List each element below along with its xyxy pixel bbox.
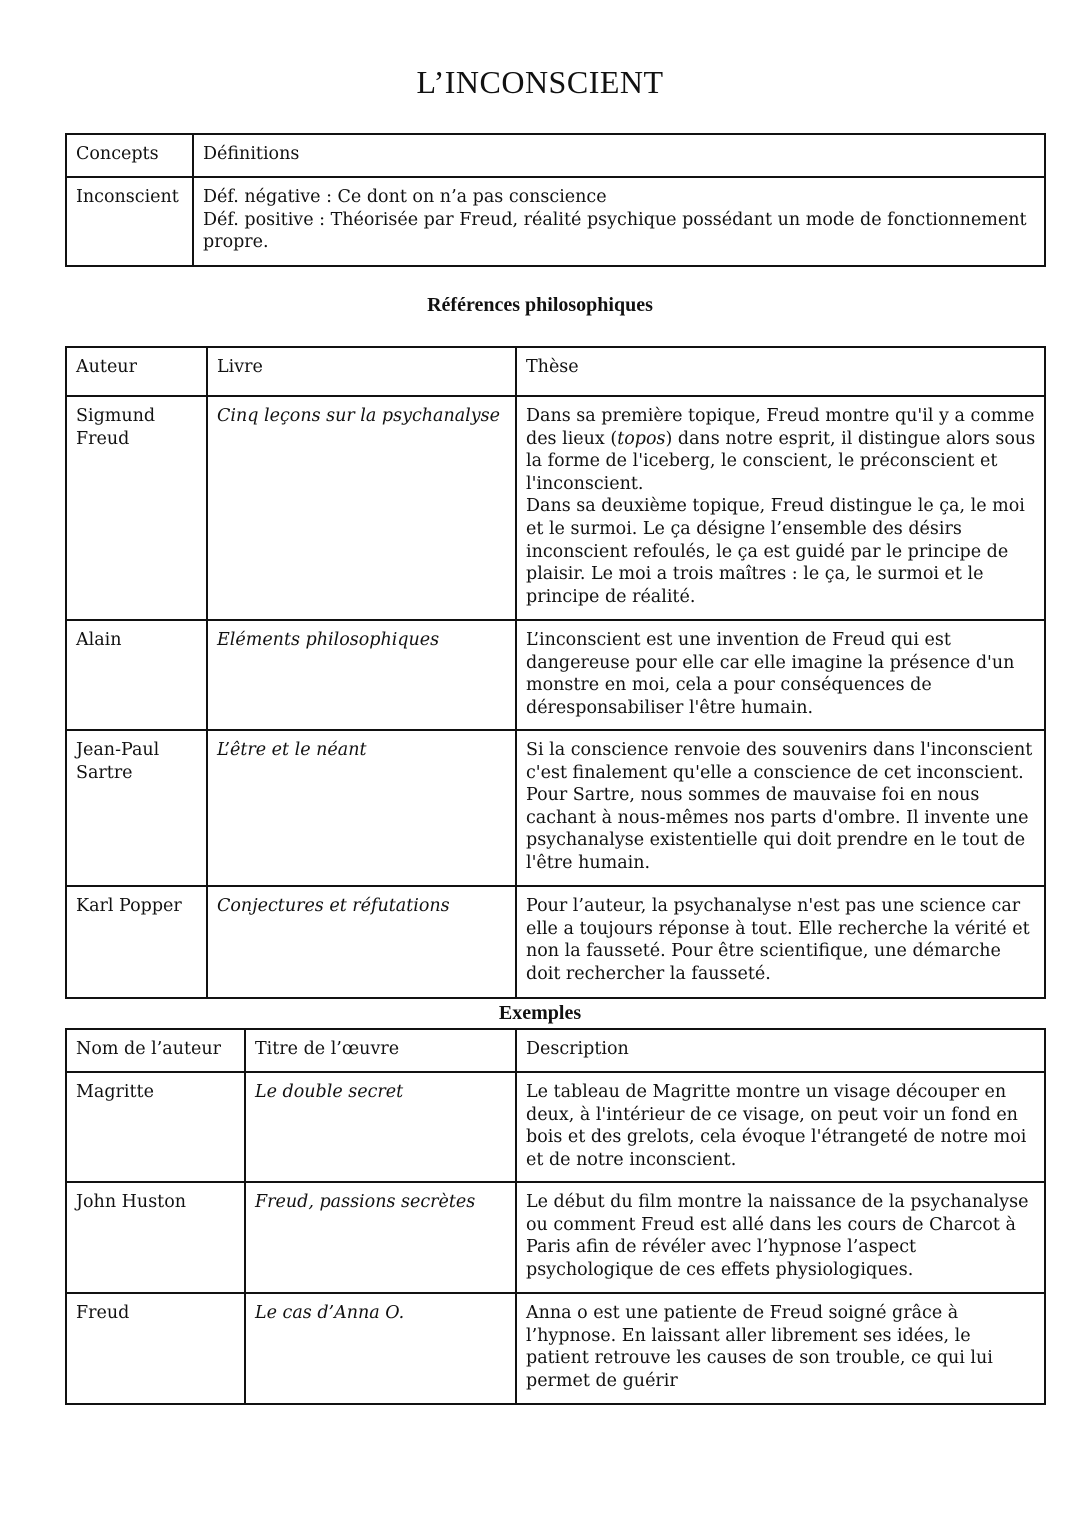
thesis-text: Dans sa première topique, Freud montre qu'il y a comme des lieux ( xyxy=(526,406,1035,449)
work-title-cell: Le cas d’Anna O. xyxy=(245,1293,516,1404)
header-concepts: Concepts xyxy=(66,134,193,177)
table-row xyxy=(66,620,1045,730)
definition-negative: Déf. négative : Ce dont on n’a pas conscience xyxy=(203,187,607,207)
description-cell: Le tableau de Magritte montre un visage découper en deux, à l'intérieur de ce visage, on peut voir un fond en bois et des grelots, cela évoque l'étrangeté de notre moi et de notre inconscient. xyxy=(516,1072,1045,1182)
table-header-row xyxy=(66,1029,1045,1072)
header-thesis: Thèse xyxy=(516,347,1045,396)
book-cell: Cinq leçons sur la psychanalyse xyxy=(207,396,516,620)
examples-heading: Exemples xyxy=(498,1002,582,1024)
header-author-name: Nom de l’auteur xyxy=(66,1029,245,1072)
table-row xyxy=(66,1293,1045,1404)
description-cell: Le début du film montre la naissance de la psychanalyse ou comment Freud est allé dans les cours de Charcot à Paris afin de révéler avec l’hypnose l’aspect psychologique de ces effets physiologiques. xyxy=(516,1182,1045,1293)
table-row xyxy=(66,730,1045,886)
header-description: Description xyxy=(516,1029,1045,1072)
header-author: Auteur xyxy=(66,347,207,396)
table-header-row xyxy=(66,347,1045,396)
references-table xyxy=(65,346,1046,999)
author-cell: Alain xyxy=(66,620,207,730)
author-cell: Magritte xyxy=(66,1072,245,1182)
thesis-cell: L’inconscient est une invention de Freud qui est dangereuse pour elle car elle imagine la présence d'un monstre en moi, cela a pour conséquences de déresponsabiliser l'être humain. xyxy=(516,620,1045,730)
author-cell: Karl Popper xyxy=(66,886,207,998)
table-row xyxy=(66,1182,1045,1293)
concepts-table xyxy=(65,133,1046,267)
thesis-cell xyxy=(516,396,1045,620)
description-cell: Anna o est une patiente de Freud soigné grâce à l’hypnose. En laissant aller librement ses idées, le patient retrouve les causes de son trouble, ce qui lui permet de guérir xyxy=(516,1293,1045,1404)
thesis-text: ) dans notre esprit, il distingue alors sous la forme de l'iceberg, le conscient, le préconscient et l'inconscient. xyxy=(526,428,1036,494)
concept-cell: Inconscient xyxy=(66,177,193,266)
header-book: Livre xyxy=(207,347,516,396)
header-definitions: Définitions xyxy=(193,134,1045,177)
definition-cell xyxy=(193,177,1045,266)
work-title-cell: Freud, passions secrètes xyxy=(245,1182,516,1293)
table-row xyxy=(66,396,1045,620)
author-cell: Freud xyxy=(66,1293,245,1404)
definition-positive: Déf. positive : Théorisée par Freud, réalité psychique possédant un mode de fonctionnement propre. xyxy=(203,209,1027,253)
author-cell: John Huston xyxy=(66,1182,245,1293)
table-header-row xyxy=(66,134,1045,177)
table-row xyxy=(66,177,1045,266)
thesis-cell: Si la conscience renvoie des souvenirs dans l'inconscient c'est finalement qu'elle a conscience de cet inconscient. Pour Sartre, nous sommes de mauvaise foi en nous cachant à nous-mêmes nos parts d'ombre. Il invente une psychanalyse existentielle qui doit prendre en le tout de l'être humain. xyxy=(516,730,1045,886)
work-title-cell: Le double secret xyxy=(245,1072,516,1182)
book-cell: L’être et le néant xyxy=(207,730,516,886)
thesis-cell: Pour l’auteur, la psychanalyse n'est pas une science car elle a toujours réponse à tout. Elle recherche la vérité et non la fausseté. Pour être scientifique, une démarche doit rechercher la fausseté. xyxy=(516,886,1045,998)
thesis-text-extra: Dans sa deuxième topique, Freud distingue le ça, le moi et le surmoi. Le ça désigne l’ensemble des désirs inconscient refoulés, le ça est guidé par le principe de plaisir. Le moi a trois maîtres : le ça, le surmoi et le principe de réalité. xyxy=(526,496,1025,607)
references-heading: Références philosophiques xyxy=(427,294,653,316)
thesis-italic: topos xyxy=(617,428,666,449)
page-title: L’INCONSCIENT xyxy=(416,64,664,100)
author-cell: Sigmund Freud xyxy=(66,396,207,620)
examples-table xyxy=(65,1028,1046,1405)
book-cell: Conjectures et réfutations xyxy=(207,886,516,998)
author-cell: Jean-Paul Sartre xyxy=(66,730,207,886)
book-cell: Eléments philosophiques xyxy=(207,620,516,730)
header-work-title: Titre de l’œuvre xyxy=(245,1029,516,1072)
table-row xyxy=(66,1072,1045,1182)
table-row xyxy=(66,886,1045,998)
